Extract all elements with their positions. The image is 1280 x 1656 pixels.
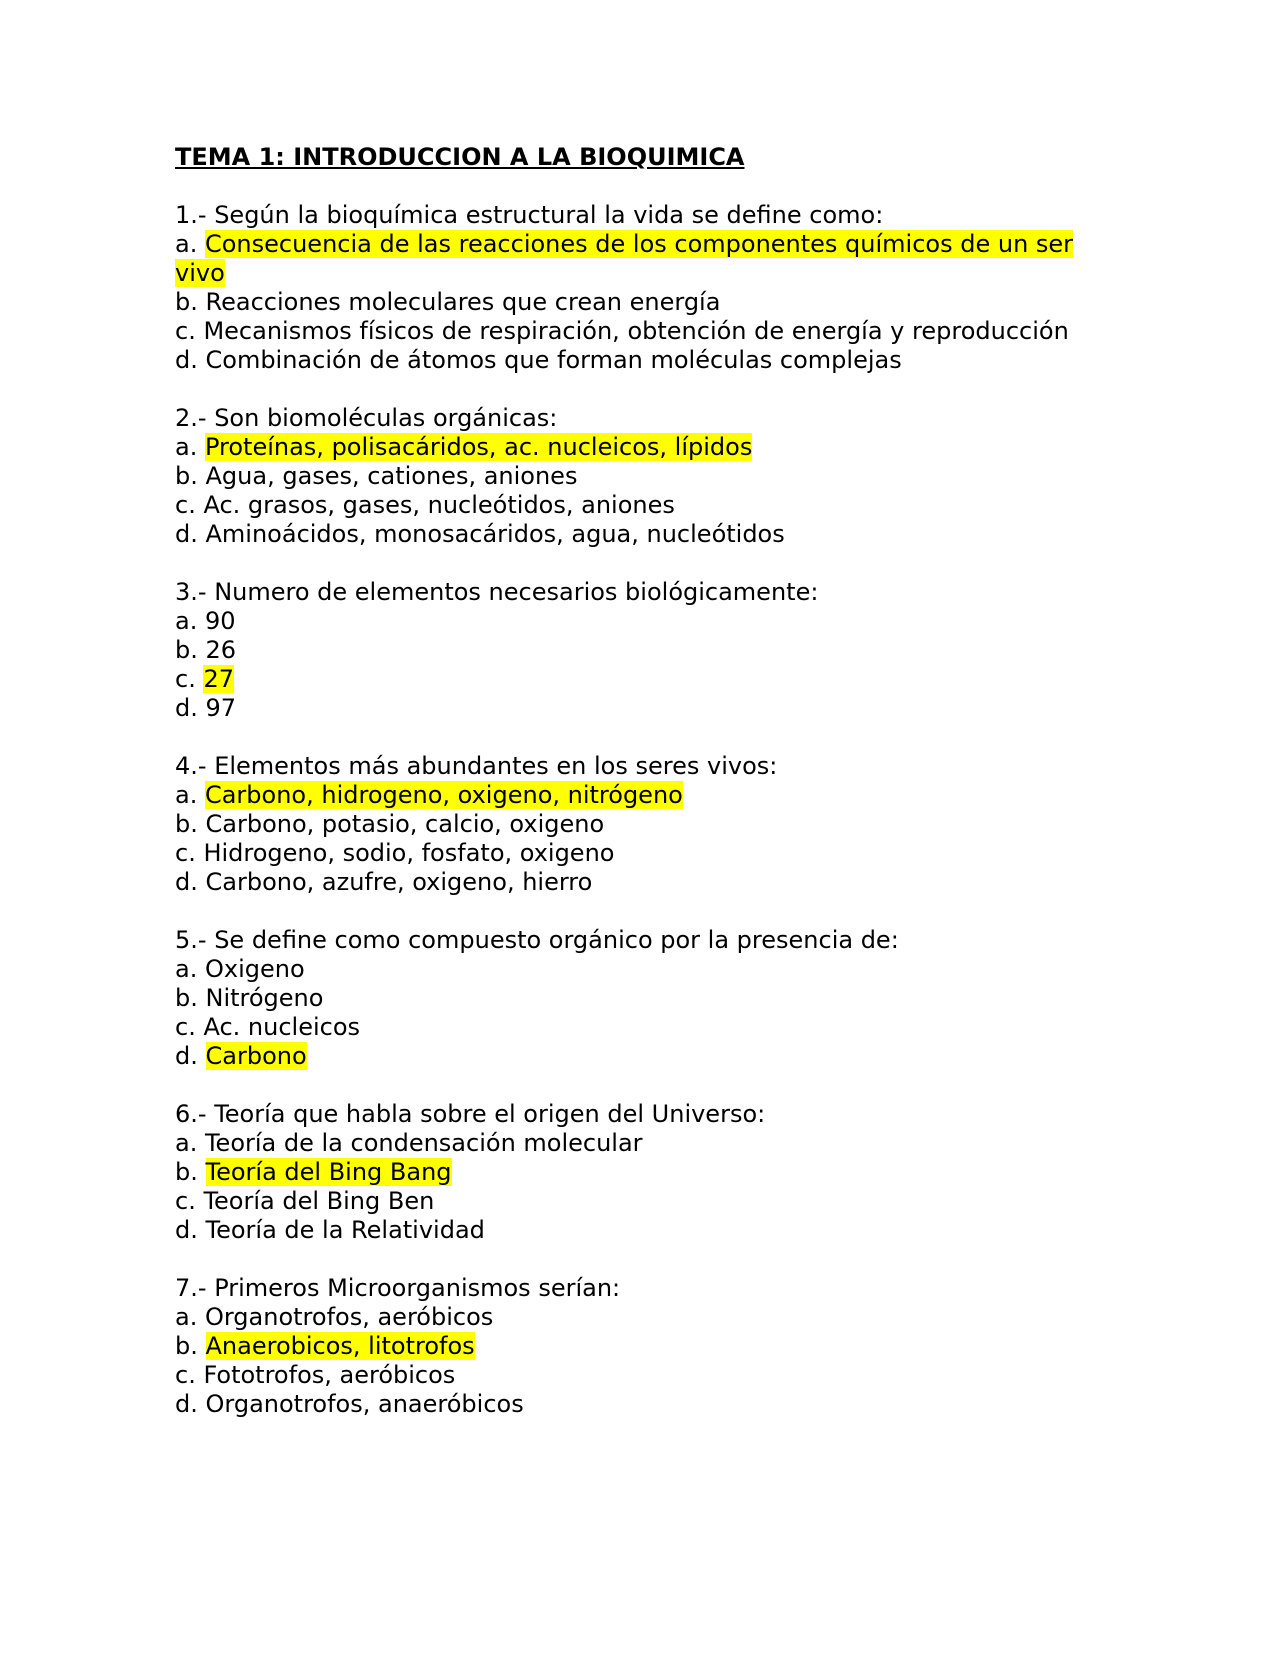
question-block — [175, 926, 1085, 1071]
option-text: Agua, gases, cationes, aniones — [205, 462, 578, 490]
option-text-highlighted: Carbono — [205, 1042, 307, 1070]
option-text: Teoría de la condensación molecular — [204, 1129, 643, 1157]
answer-option — [175, 1390, 1085, 1419]
option-letter: d. — [175, 1042, 206, 1070]
option-text: Combinación de átomos que forman moléculas complejas — [205, 346, 902, 374]
option-text-highlighted: Carbono, hidrogeno, oxigeno, nitrógeno — [204, 781, 683, 809]
answer-option — [175, 346, 1085, 375]
option-letter: b. — [175, 1332, 206, 1360]
option-text-highlighted: 27 — [203, 665, 234, 693]
option-letter: b. — [175, 810, 206, 838]
option-text-highlighted: Consecuencia de las reacciones de los componentes químicos de un ser vivo — [175, 230, 1074, 287]
answer-option — [175, 1013, 1085, 1042]
answer-option — [175, 665, 1085, 694]
answer-option — [175, 607, 1085, 636]
option-letter: c. — [175, 1361, 204, 1389]
answer-option — [175, 462, 1085, 491]
answer-option — [175, 984, 1085, 1013]
option-text: Hidrogeno, sodio, fosfato, oxigeno — [203, 839, 615, 867]
spacer — [175, 549, 1085, 578]
question-text: 6.- Teoría que habla sobre el origen del Universo: — [175, 1100, 766, 1128]
option-letter: d. — [175, 1216, 206, 1244]
question-text: 5.- Se define como compuesto orgánico por la presencia de: — [175, 926, 899, 954]
document-page — [175, 143, 1085, 1419]
answer-option — [175, 636, 1085, 665]
answer-option — [175, 1303, 1085, 1332]
question-text: 4.- Elementos más abundantes en los seres vivos: — [175, 752, 778, 780]
question-block — [175, 201, 1085, 375]
option-letter: c. — [175, 839, 204, 867]
option-letter: b. — [175, 288, 206, 316]
option-text: Fototrofos, aeróbicos — [203, 1361, 456, 1389]
answer-option — [175, 1216, 1085, 1245]
option-letter: c. — [175, 1013, 204, 1041]
answer-option — [175, 1042, 1085, 1071]
answer-option — [175, 520, 1085, 549]
option-text: Ac. nucleicos — [203, 1013, 361, 1041]
answer-option — [175, 1129, 1085, 1158]
option-text: Carbono, potasio, calcio, oxigeno — [205, 810, 605, 838]
answer-option — [175, 1187, 1085, 1216]
option-text: Mecanismos físicos de respiración, obtención de energía y reproducción — [203, 317, 1069, 345]
question-list — [175, 201, 1085, 1419]
option-text: Reacciones moleculares que crean energía — [205, 288, 721, 316]
option-letter: b. — [175, 636, 206, 664]
option-letter: a. — [175, 1303, 205, 1331]
option-letter: c. — [175, 317, 204, 345]
option-letter: a. — [175, 230, 205, 258]
page-title: TEMA 1: INTRODUCCION A LA BIOQUIMICA — [175, 143, 745, 171]
option-text: Teoría de la Relatividad — [205, 1216, 485, 1244]
option-letter: d. — [175, 346, 206, 374]
option-text: Carbono, azufre, oxigeno, hierro — [205, 868, 593, 896]
option-letter: d. — [175, 520, 206, 548]
option-text: Ac. grasos, gases, nucleótidos, aniones — [203, 491, 675, 519]
question-text: 2.- Son biomoléculas orgánicas: — [175, 404, 558, 432]
answer-option — [175, 810, 1085, 839]
spacer — [175, 723, 1085, 752]
option-letter: c. — [175, 665, 204, 693]
option-letter: a. — [175, 955, 205, 983]
option-text: Organotrofos, anaeróbicos — [205, 1390, 524, 1418]
option-text: 97 — [205, 694, 237, 722]
option-text: 90 — [204, 607, 236, 635]
answer-option — [175, 230, 1085, 288]
question-block — [175, 1274, 1085, 1419]
spacer — [175, 375, 1085, 404]
option-text-highlighted: Proteínas, polisacáridos, ac. nucleicos, lípidos — [204, 433, 753, 461]
answer-option — [175, 781, 1085, 810]
answer-option — [175, 1361, 1085, 1390]
option-text: Teoría del Bing Ben — [203, 1187, 435, 1215]
question-block — [175, 578, 1085, 723]
answer-option — [175, 694, 1085, 723]
option-letter: c. — [175, 491, 204, 519]
spacer — [175, 172, 1085, 201]
option-letter: d. — [175, 694, 206, 722]
answer-option — [175, 1332, 1085, 1361]
option-text: Aminoácidos, monosacáridos, agua, nucleótidos — [205, 520, 785, 548]
option-text-highlighted: Anaerobicos, litotrofos — [205, 1332, 475, 1360]
answer-option — [175, 288, 1085, 317]
spacer — [175, 1245, 1085, 1274]
answer-option — [175, 491, 1085, 520]
question-text: 7.- Primeros Microorganismos serían: — [175, 1274, 621, 1302]
answer-option — [175, 1158, 1085, 1187]
option-letter: b. — [175, 462, 206, 490]
answer-option — [175, 317, 1085, 346]
option-letter: a. — [175, 433, 205, 461]
answer-option — [175, 433, 1085, 462]
option-letter: d. — [175, 1390, 206, 1418]
option-letter: a. — [175, 781, 205, 809]
answer-option — [175, 839, 1085, 868]
spacer — [175, 1071, 1085, 1100]
question-block — [175, 404, 1085, 549]
option-letter: d. — [175, 868, 206, 896]
option-text: Oxigeno — [204, 955, 305, 983]
answer-option — [175, 955, 1085, 984]
question-text: 3.- Numero de elementos necesarios biológicamente: — [175, 578, 819, 606]
option-letter: b. — [175, 1158, 206, 1186]
question-block — [175, 1100, 1085, 1245]
option-letter: b. — [175, 984, 206, 1012]
answer-option — [175, 868, 1085, 897]
option-text: Nitrógeno — [205, 984, 324, 1012]
question-block — [175, 752, 1085, 897]
option-letter: a. — [175, 607, 205, 635]
question-text: 1.- Según la bioquímica estructural la vida se define como: — [175, 201, 884, 229]
option-letter: c. — [175, 1187, 204, 1215]
option-text-highlighted: Teoría del Bing Bang — [205, 1158, 452, 1186]
option-text: Organotrofos, aeróbicos — [204, 1303, 494, 1331]
spacer — [175, 897, 1085, 926]
option-text: 26 — [205, 636, 237, 664]
option-letter: a. — [175, 1129, 205, 1157]
